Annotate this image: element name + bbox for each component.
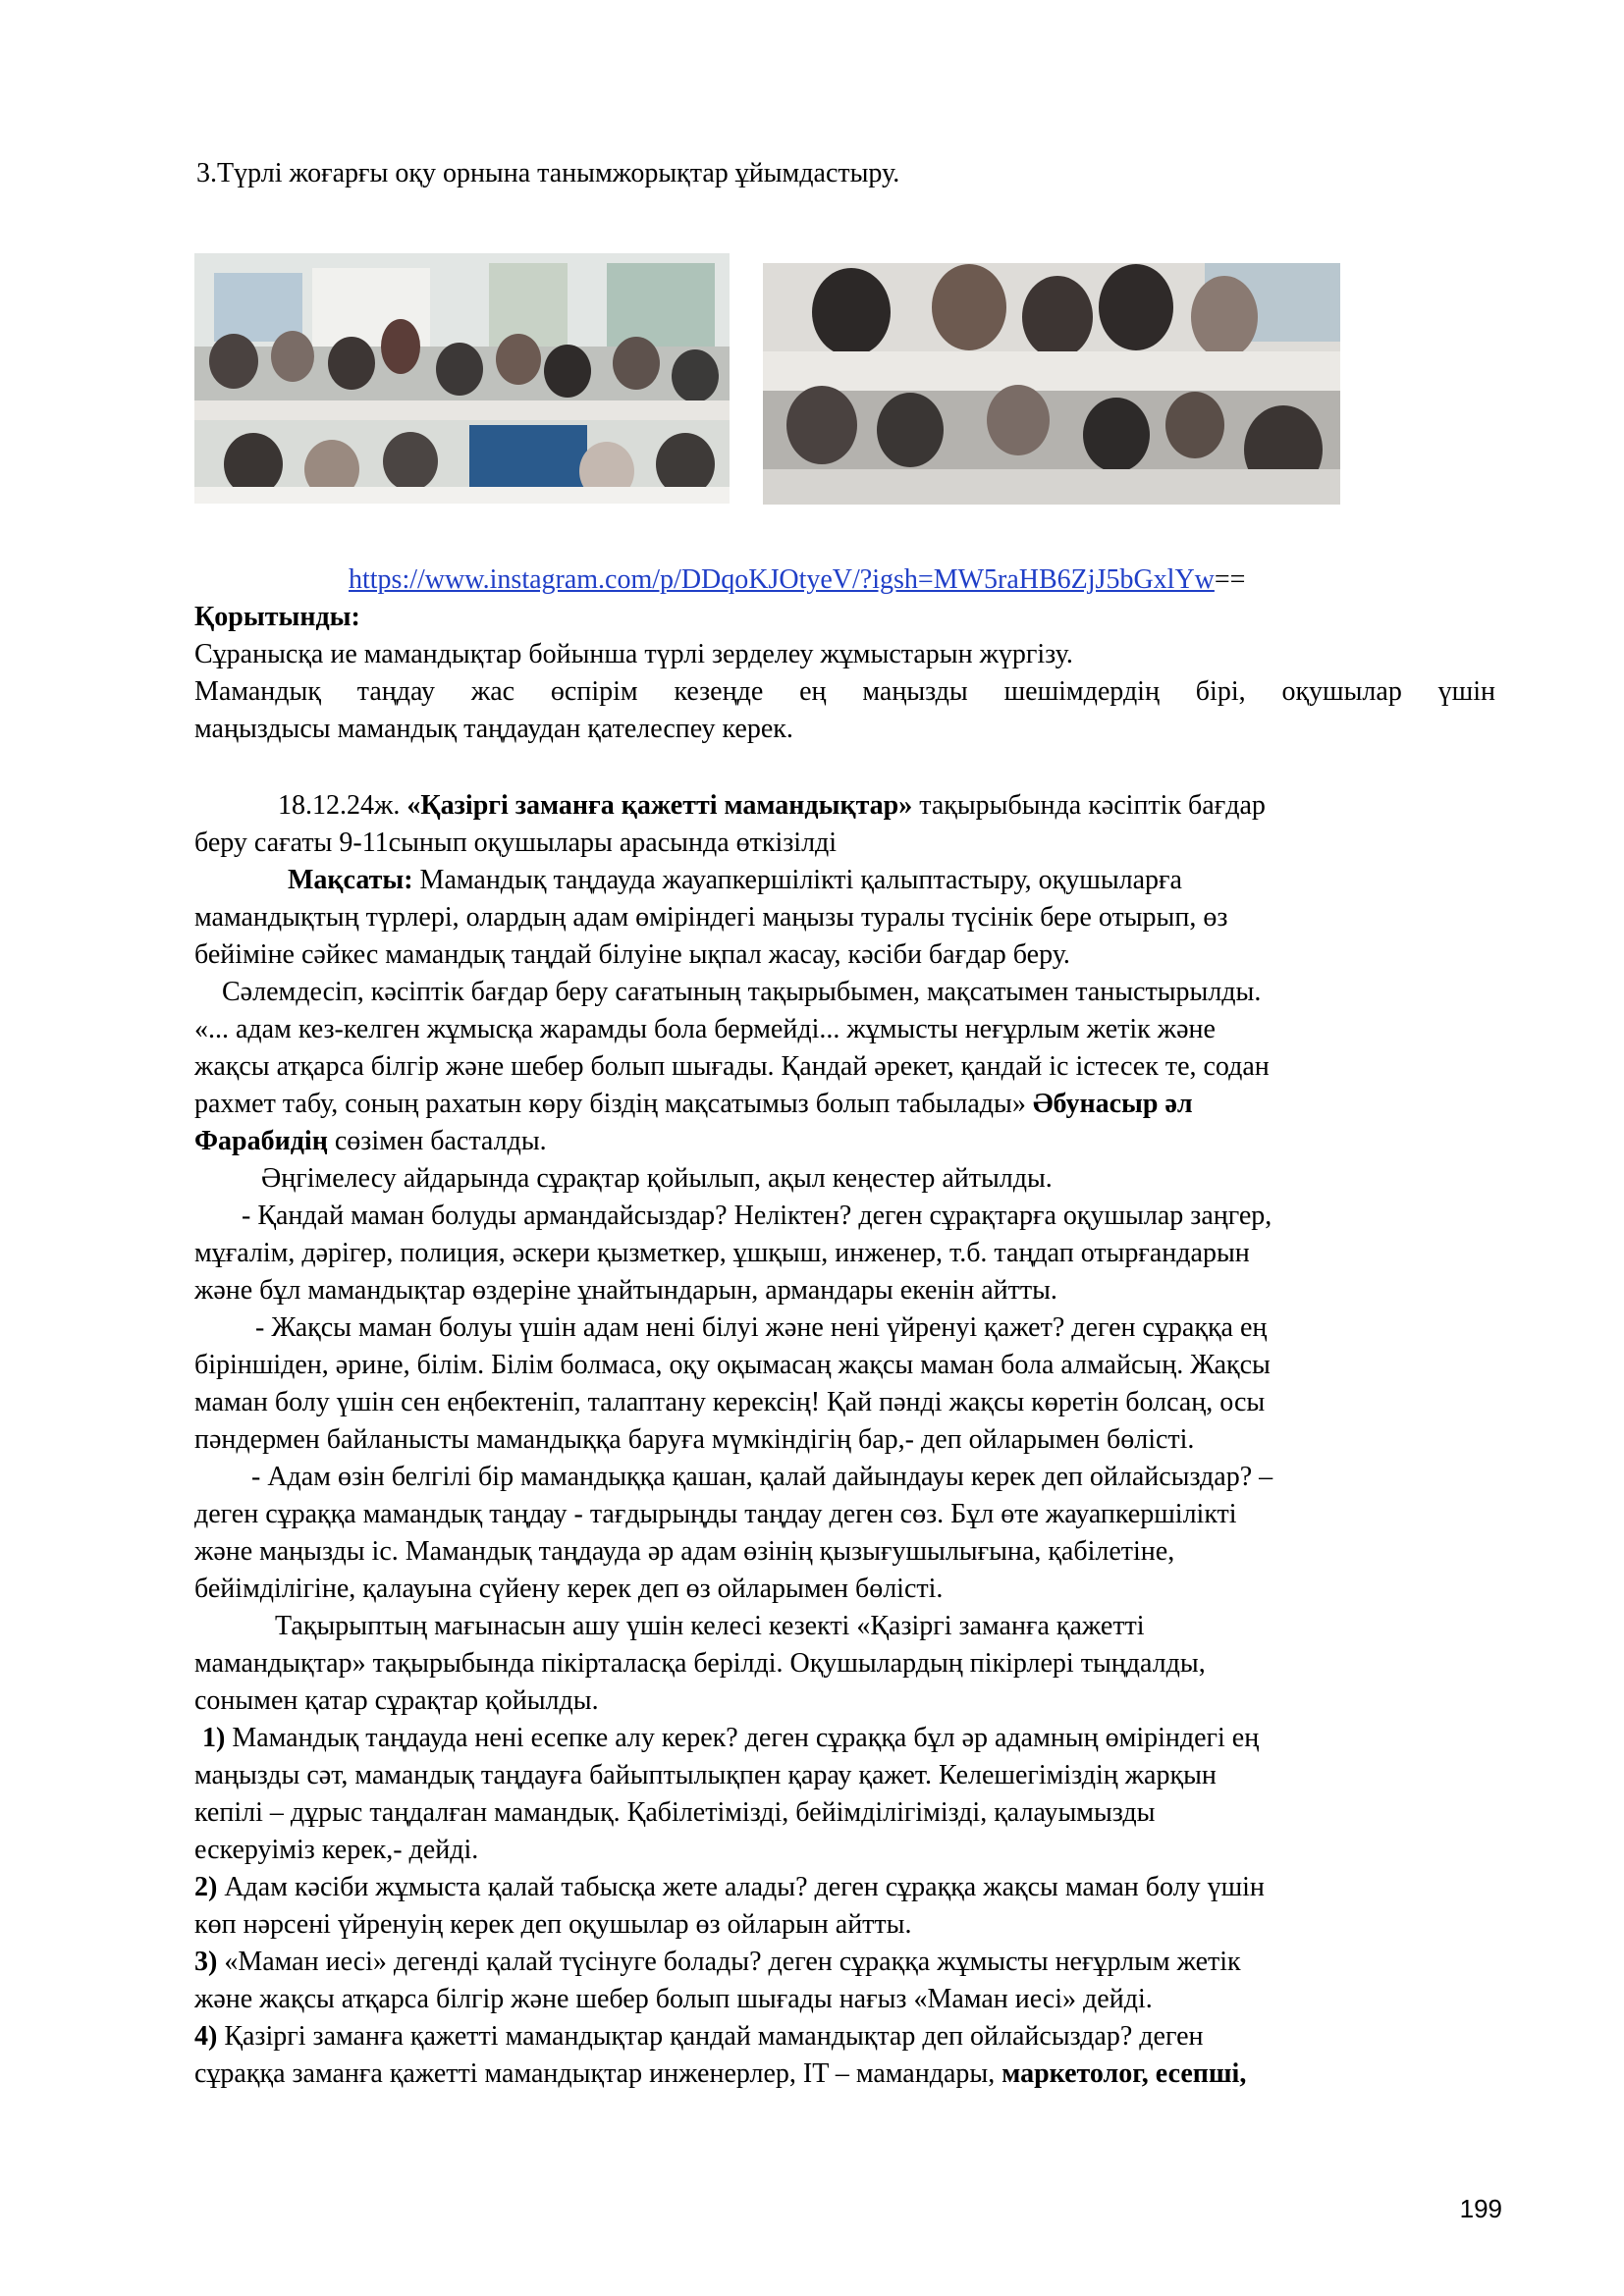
conclusion-line: маңыздысы мамандық таңдаудан қателеспеу керек.	[194, 714, 793, 744]
paragraph-line: деген сұраққа мамандық таңдау - тағдырыңды таңдау деген сөз. Бұл өте жауапкершілікті	[194, 1499, 1237, 1529]
paragraph-line: және маңызды іс. Мамандық таңдауда әр адам өзінің қызығушылығына, қабілетіне,	[194, 1536, 1175, 1567]
quote-text: рахмет табу, соның рахатын көру біздің мақсатымыз болып табылады»	[194, 1089, 1033, 1119]
event-title: «Қазіргі заманға қажетті мамандықтар»	[406, 790, 913, 821]
quote-author: Әбунасыр әл	[1032, 1089, 1193, 1119]
numbered-item-line: кепілі – дұрыс таңдалған мамандық. Қабілетімізді, бейімділігімізді, қалауымызды	[194, 1797, 1156, 1828]
paragraph-line: маман болу үшін сен еңбектеніп, талаптану керексің! Қай пәнді жақсы көретін болсаң, осы	[194, 1387, 1266, 1417]
event-heading-line	[194, 787, 1495, 825]
classroom-photo-collage-right	[763, 263, 1340, 505]
conclusion-title: Қорытынды:	[194, 602, 360, 632]
quote-line	[194, 1123, 1495, 1160]
numbered-item-line	[194, 1720, 1495, 1757]
paragraph-line: Тақырыптың мағынасын ашу үшін келесі кезекті «Қазіргі заманға қажетті	[275, 1611, 1145, 1641]
item-text: Адам кәсіби жұмыста қалай табысқа жете алады? деген сұраққа жақсы маман болу үшін	[217, 1872, 1265, 1902]
item-number: 1)	[202, 1723, 226, 1753]
item-number: 3)	[194, 1947, 218, 1977]
numbered-item-line: көп нәрсені үйренуің керек деп оқушылар өз ойларын айтты.	[194, 1909, 912, 1940]
numbered-item-line	[194, 2056, 1495, 2093]
quote-text: сөзімен басталды.	[327, 1126, 547, 1156]
numbered-item-line: маңызды сәт, мамандық таңдауға байыптылықпен қарау қажет. Келешегіміздің жарқын	[194, 1760, 1217, 1790]
item-text: Мамандық таңдауда нені есепке алу керек? деген сұраққа бұл әр адамның өміріндегі ең	[225, 1723, 1260, 1753]
item-number: 4)	[194, 2021, 218, 2052]
conclusion-line: Мамандық таңдау жас өспірім кезеңде ең маңызды шешімдердің бірі, оқушылар үшін	[194, 676, 1495, 707]
paragraph-line: және бұл мамандықтар өздеріне ұнайтындарын, армандары екенін айтты.	[194, 1275, 1057, 1306]
item-number: 2)	[194, 1872, 218, 1902]
item-text-bold: маркетолог, есепші,	[1001, 2058, 1247, 2089]
item-text: сұраққа заманға қажетті мамандықтар инженерлер, IT – мамандары,	[194, 2058, 1002, 2089]
quote-line	[194, 1086, 1495, 1123]
conclusion-block	[194, 599, 1495, 748]
classroom-photo-collage-left	[194, 253, 730, 504]
paragraph-line: бейімділігіне, қалауына сүйену керек деп өз ойларымен бөлісті.	[194, 1574, 944, 1604]
goal-label: Мақсаты:	[288, 865, 413, 895]
goal-line	[194, 862, 1495, 899]
numbered-item-line	[194, 2018, 1495, 2056]
numbered-item-line	[194, 1869, 1495, 1906]
goal-line: мамандықтың түрлері, олардың адам өміріндегі маңызы туралы түсінік бере отырып, өз	[194, 902, 1228, 933]
event-report	[194, 787, 1495, 2093]
paragraph-line: - Жақсы маман болуы үшін адам нені білуі және нені үйренуі қажет? деген сұраққа ең	[255, 1312, 1268, 1343]
event-date: 18.12.24ж.	[278, 790, 407, 821]
paragraph-line: пәндермен байланысты мамандыққа баруға мүмкіндігің бар,- деп ойларымен бөлісті.	[194, 1424, 1195, 1455]
page-number: 199	[1459, 2194, 1502, 2223]
instagram-link[interactable]: https://www.instagram.com/p/DDqoKJOtyeV/?igsh=MW5raHB6ZjJ5bGxlYw	[349, 564, 1215, 595]
numbered-item-line	[194, 1944, 1495, 1981]
quote-author: Фарабидің	[194, 1126, 328, 1156]
event-text: тақырыбында кәсіптік бағдар	[912, 790, 1266, 821]
paragraph-line: - Қандай маман болуды армандайсыздар? Неліктен? деген сұрақтарға оқушылар заңгер,	[242, 1201, 1272, 1231]
event-text-line: беру сағаты 9-11сынып оқушылары арасында өткізілді	[194, 828, 838, 858]
instagram-link-line	[349, 561, 1245, 599]
item-text: «Маман иесі» дегенді қалай түсінуге болады? деген сұраққа жұмысты неғұрлым жетік	[217, 1947, 1241, 1977]
quote-line: «... адам кез-келген жұмысқа жарамды бола бермейді... жұмысты неғұрлым жетік және	[194, 1014, 1216, 1044]
item-text: Қазіргі заманға қажетті мамандықтар қандай мамандықтар деп ойлайсыздар? деген	[217, 2021, 1204, 2052]
quote-line: жақсы атқарса білгір және шебер болып шығады. Қандай әрекет, қандай іс істесек те, содан	[194, 1051, 1270, 1082]
paragraph-line: мұғалім, дәрігер, полиция, әскери қызметкер, ұшқыш, инженер, т.б. таңдап отырғандарын	[194, 1238, 1250, 1268]
link-suffix: ==	[1214, 564, 1246, 595]
paragraph-line: мамандықтар» тақырыбында пікірталасқа берілді. Оқушылардың пікірлері тыңдалды,	[194, 1648, 1206, 1679]
conclusion-line: Сұранысқа ие мамандықтар бойынша түрлі зерделеу жұмыстарын жүргізу.	[194, 639, 1073, 669]
paragraph-line: Әңгімелесу айдарында сұрақтар қойылып, ақыл кеңестер айтылды.	[261, 1163, 1053, 1194]
paragraph-line: - Адам өзін белгілі бір мамандыққа қашан, қалай дайындауы керек деп ойлайсыздар? –	[251, 1462, 1273, 1492]
paragraph-line: біріншіден, әрине, білім. Білім болмаса, оқу оқымасаң жақсы маман бола алмайсың. Жақсы	[194, 1350, 1271, 1380]
numbered-item-line: ескеруіміз керек,- дейді.	[194, 1835, 479, 1865]
numbered-item-line: және жақсы атқарса білгір және шебер болып шығады нағыз «Маман иесі» дейді.	[194, 1984, 1153, 2014]
paragraph-line: сонымен қатар сұрақтар қойылды.	[194, 1685, 599, 1716]
goal-text: Мамандық таңдауда жауапкершілікті қалыптастыру, оқушыларға	[412, 865, 1182, 895]
section-heading: 3.Түрлі жоғарғы оқу орнына танымжорықтар ұйымдастыру.	[196, 158, 900, 188]
paragraph-line: Сәлемдесіп, кәсіптік бағдар беру сағатының тақырыбымен, мақсатымен таныстырылды.	[222, 977, 1262, 1007]
goal-line: бейіміне сәйкес мамандық таңдай білуіне ықпал жасау, кәсіби бағдар беру.	[194, 939, 1070, 970]
